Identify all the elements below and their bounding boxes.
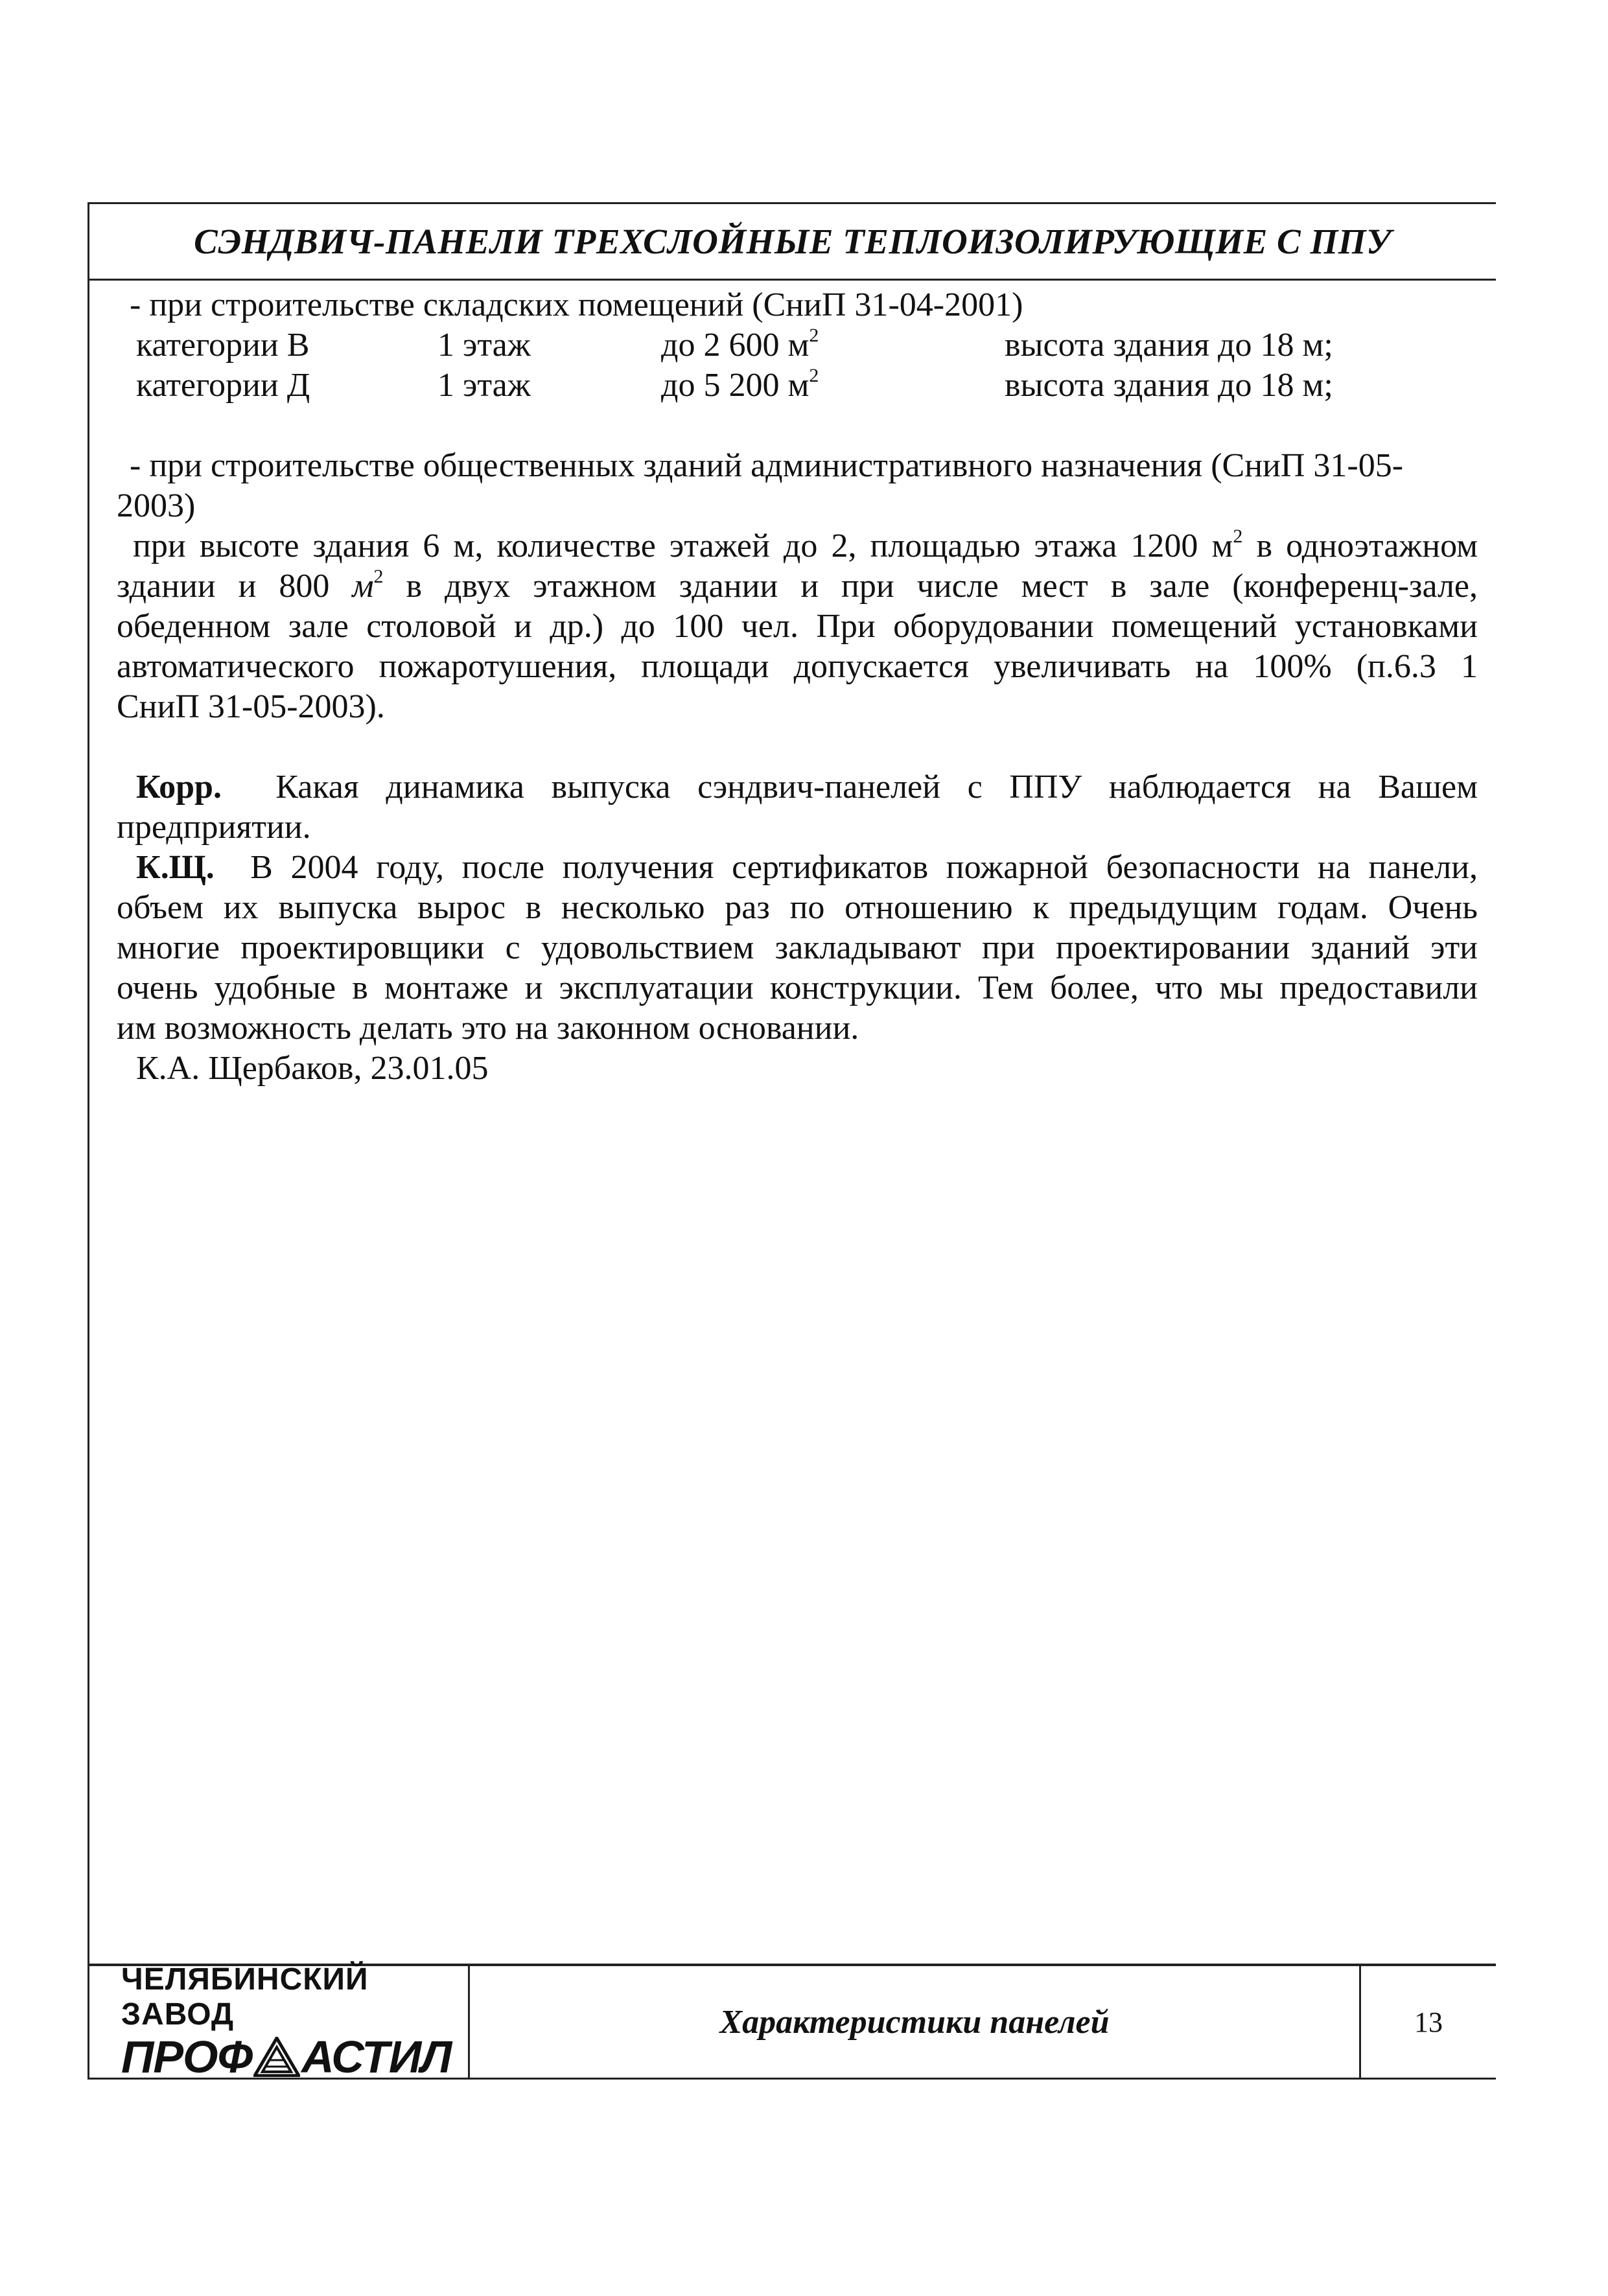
answer-line: объем их выпуска вырос в несколько раз по отношению к предыдущим годам. Очень	[117, 889, 1478, 926]
row-area: до 5 200 $м^2$	[661, 364, 819, 404]
warehouse-row	[117, 365, 1478, 406]
public-paragraph-line: обеденном зале столовой и др.) до 100 чел. При оборудовании помещений установками	[117, 608, 1478, 645]
row-floors: 1 этаж	[437, 367, 531, 404]
question-line: Корр. Какая динамика выпуска сэндвич-панелей с ППУ наблюдается на Вашем	[136, 769, 1478, 806]
public-paragraph-line: СниП 31-05-2003).	[117, 688, 385, 725]
header-title: СЭНДВИЧ-ПАНЕЛИ ТРЕХСЛОЙНЫЕ ТЕПЛОИЗОЛИРУЮЩИЕ С ППУ	[194, 222, 1392, 261]
logo-triangle-icon	[253, 2037, 300, 2077]
logo-text-line1: ЧЕЛЯБИНСКИЙ ЗАВОД	[121, 1962, 369, 2032]
page-number: 13	[1414, 2006, 1443, 2038]
row-floors: 1 этаж	[437, 327, 531, 364]
signature: К.А. Щербаков, 23.01.05	[136, 1050, 489, 1087]
page-footer	[87, 1964, 1496, 2080]
document-body	[117, 285, 1478, 1089]
public-paragraph-line: автоматического пожаротушения, площади допускается увеличивать на 100% (п.6.3 1	[117, 648, 1478, 685]
footer-title: Характеристики панелей	[470, 1966, 1361, 2078]
question-label: Корр.	[136, 769, 222, 806]
row-area: до 2 600 $м^2$	[661, 324, 819, 364]
answer-line: К.Щ. В 2004 году, после получения сертификатов пожарной безопасности на панели,	[136, 849, 1478, 886]
warehouse-row	[117, 325, 1478, 365]
answer-line: многие проектировщики с удовольствием закладывают при проектировании зданий эти	[117, 929, 1478, 966]
public-paragraph-line: здании и 800 $м^2$ в двух этажном здании и при числе мест в зале (конференц-зале,	[117, 565, 1478, 605]
question-line: предприятии.	[117, 809, 311, 846]
answer-line: им возможность делать это на законном основании.	[117, 1010, 859, 1047]
answer-label: К.Щ.	[136, 849, 215, 886]
warehouse-intro: - при строительстве складских помещений (СниП 31-04-2001)	[130, 286, 1023, 323]
company-logo	[87, 1962, 470, 2082]
logo-text-line2: ПРОФ АСТИЛ	[121, 2032, 452, 2082]
public-intro-line1: - при строительстве общественных зданий административного назначения (СниП 31-05-	[130, 447, 1404, 484]
public-intro-line2: 2003)	[117, 487, 196, 524]
public-paragraph-line: при высоте здания 6 м, количестве этажей до 2, площадью этажа 1200 $м^2$ в одноэтажном	[133, 525, 1478, 564]
row-category: категории В	[136, 327, 310, 364]
row-height: высота здания до 18 м;	[1005, 327, 1333, 364]
row-height: высота здания до 18 м;	[1005, 367, 1333, 404]
row-category: категории Д	[136, 367, 310, 404]
page-header	[89, 204, 1496, 281]
answer-line: очень удобные в монтаже и эксплуатации конструкции. Тем более, что мы предоставили	[117, 969, 1478, 1006]
